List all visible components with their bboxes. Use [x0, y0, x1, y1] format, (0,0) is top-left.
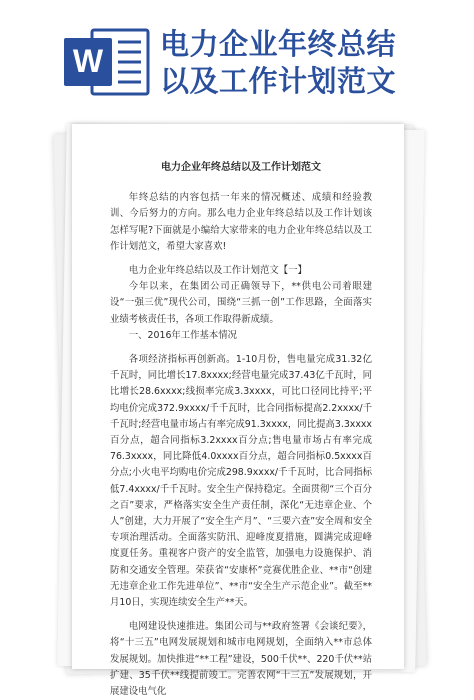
paragraph-section-heading: 电力企业年终总结以及工作计划范文【一】	[128, 265, 307, 277]
paragraph-intro: 年终总结的内容包括一年来的情况概述、成绩和经验教训、今后努力的方向。那么电力企业年终总结以及工作计划该怎样写呢?下面就是小编给大家带来的电力企业年终总结以及工作计划范文，希望大家喜欢!	[110, 192, 372, 252]
paragraph-grid-construction: 电网建设快速推进。集团公司与**政府签署《会谈纪要》，将“十三五”电网发展规划和城市电网规划，全面纳入**市总体发展规划。加快推进“**工程”建设，500千伏**、220千伏**站扩建、35千伏**线提前竣工。完善农网“十三五”发展规划，开展建设电气化	[110, 621, 372, 698]
paragraph-subheading: 一、2016年工作基本情况	[128, 329, 238, 341]
banner-title-line-2: 以及工作计划范文	[160, 64, 397, 98]
banner-title-line-1: 电力企业年终总结	[160, 27, 397, 61]
paragraph-economic-indicators: 各项经济指标再创新高。1-10月份，售电量完成31.32亿千瓦时，同比增长17.8xxxx;经营电量完成37.43亿千瓦时，同比增长28.6xxxx;线损率完成3.3xxxx，可比口径同比持平;平均电价完成372.9xxxx/千千瓦时，比合同指标提高2.2xxxx/千千瓦时;经营电量市场占有率完成91.3xxxx，同比提高3.3xxxx百分点，超合同指标3.2xxxx百分点;售电量市场占有率完成76.3xxxx，同比降低4.0xxxx百分点，超合同指标0.5xxxx百分点;小火电平均购电价完成298.9xxxx/千千瓦时，比合同指标低7.4xxxx/千千瓦时。安全生产保持稳定。全面贯彻“三个百分之百”要求，严格落实安全生产责任制，深化“无违章企业、个人”创建，大力开展了“安全生产月”、“三要六查”安全周和安全专项治理活动。全面落实防汛、迎峰度夏措施，圆满完成迎峰度夏任务。重视客户资产的安全监管，加强电力设施保护、消防和交通安全管理。荣获省“安康杯”竞赛优胜企业、**市“创建无违章企业工作先进单位”、**市“安全生产示范企业”。截至**月10日，实现连续安全生产**天。	[110, 354, 372, 609]
word-logo-letter: W	[72, 43, 104, 79]
banner-title	[160, 26, 470, 100]
document-title: 电力企业年终总结以及工作计划范文	[161, 162, 321, 173]
document-body	[110, 160, 372, 700]
paragraph-leadership: 今年以来，在集团公司正确领导下，**供电公司着眼建设“一强三优”现代公司，围绕“三抓一创”工作思路，全面落实业绩考核责任书，各项工作取得新成绩。	[110, 281, 372, 325]
banner	[0, 0, 474, 112]
word-icon	[62, 26, 152, 98]
